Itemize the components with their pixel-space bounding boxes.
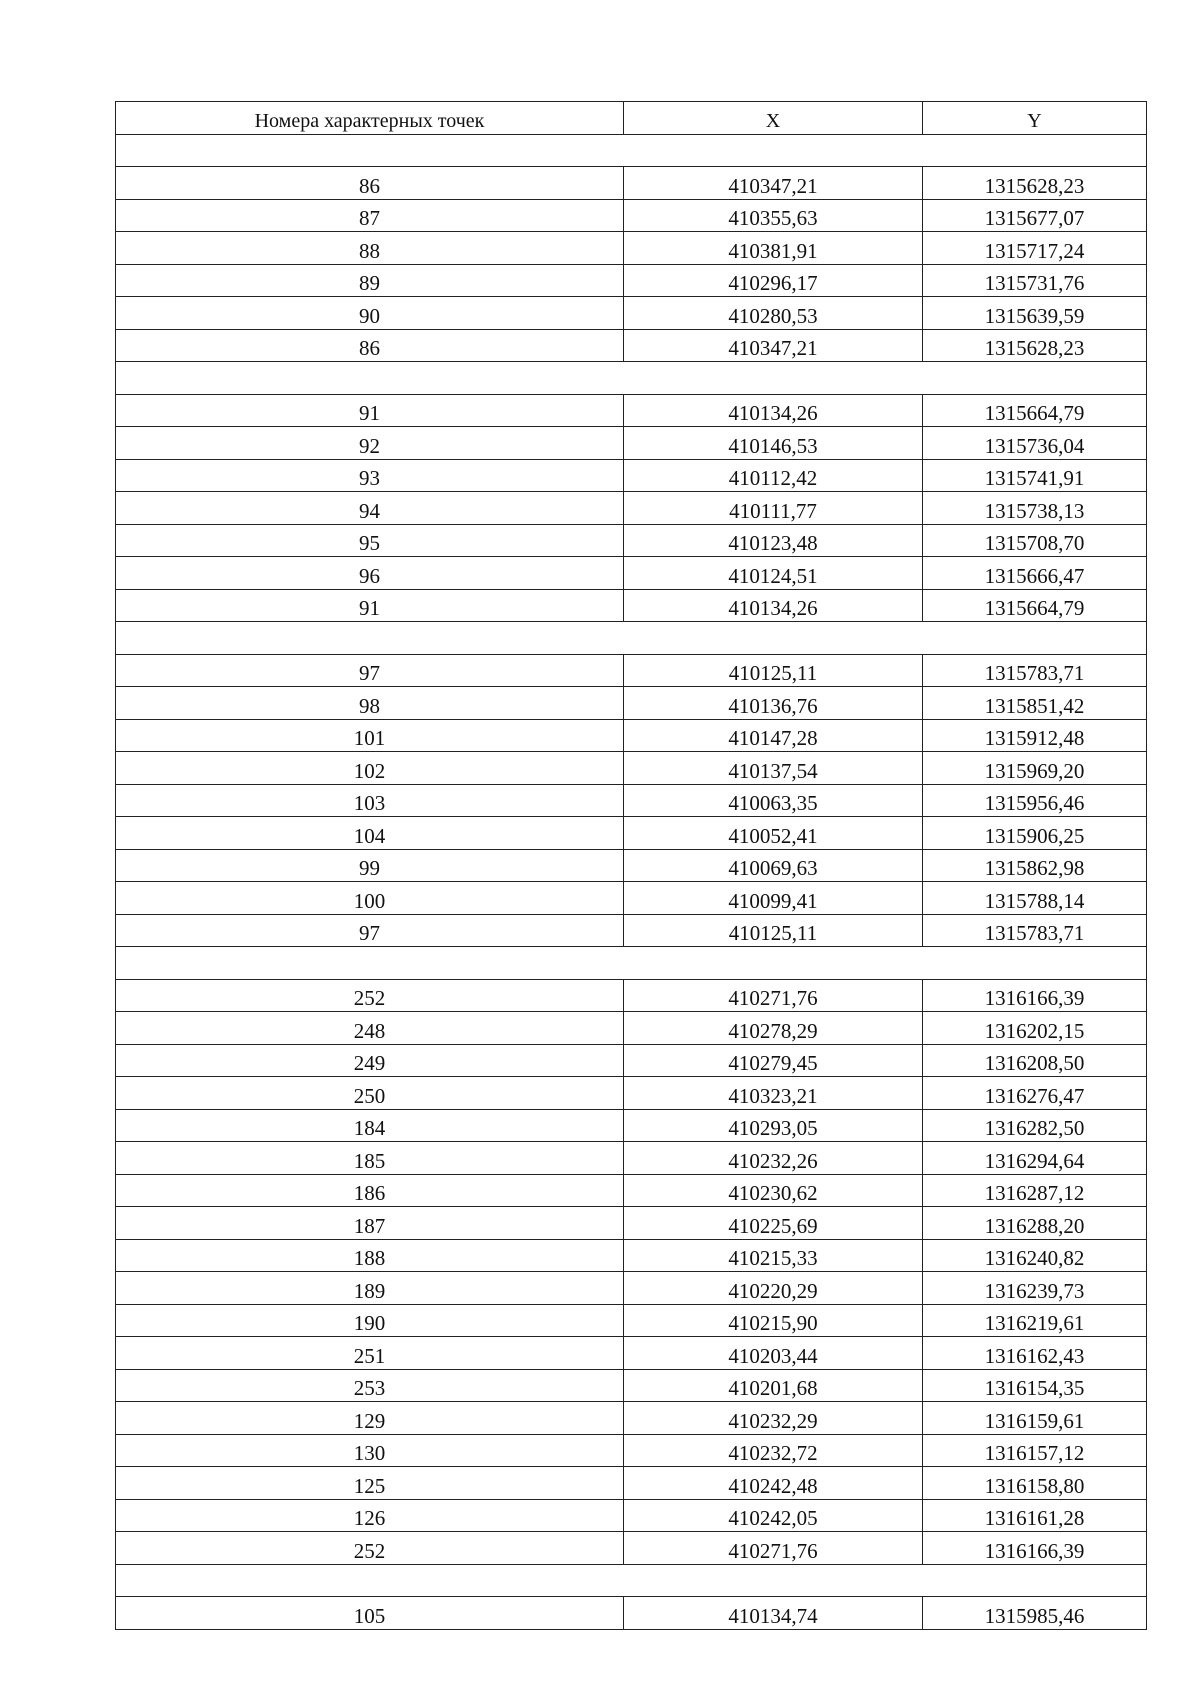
x-coordinate-cell: 410271,76 bbox=[624, 1532, 923, 1565]
y-coordinate-cell: 1316154,35 bbox=[923, 1369, 1147, 1402]
header-x: X bbox=[624, 102, 923, 135]
table-row bbox=[116, 167, 1147, 200]
point-number-cell: 186 bbox=[116, 1174, 624, 1207]
y-coordinate-cell: 1315969,20 bbox=[923, 752, 1147, 785]
group-separator-cell bbox=[116, 1564, 1147, 1597]
group-separator-cell bbox=[116, 622, 1147, 655]
point-number-cell: 86 bbox=[116, 329, 624, 362]
table-row bbox=[116, 1239, 1147, 1272]
y-coordinate-cell: 1316294,64 bbox=[923, 1142, 1147, 1175]
point-number-cell: 126 bbox=[116, 1499, 624, 1532]
point-number-cell: 101 bbox=[116, 719, 624, 752]
point-number-cell: 105 bbox=[116, 1597, 624, 1630]
point-number-cell: 130 bbox=[116, 1434, 624, 1467]
header-row bbox=[116, 102, 1147, 135]
table-row bbox=[116, 1597, 1147, 1630]
x-coordinate-cell: 410293,05 bbox=[624, 1109, 923, 1142]
group-separator-row bbox=[116, 1564, 1147, 1597]
table-row bbox=[116, 394, 1147, 427]
x-coordinate-cell: 410069,63 bbox=[624, 849, 923, 882]
y-coordinate-cell: 1316282,50 bbox=[923, 1109, 1147, 1142]
x-coordinate-cell: 410347,21 bbox=[624, 167, 923, 200]
table-row bbox=[116, 914, 1147, 947]
table-row bbox=[116, 1467, 1147, 1500]
table-row bbox=[116, 752, 1147, 785]
table-row bbox=[116, 654, 1147, 687]
x-coordinate-cell: 410201,68 bbox=[624, 1369, 923, 1402]
x-coordinate-cell: 410063,35 bbox=[624, 784, 923, 817]
point-number-cell: 92 bbox=[116, 427, 624, 460]
table-row bbox=[116, 687, 1147, 720]
y-coordinate-cell: 1316219,61 bbox=[923, 1304, 1147, 1337]
y-coordinate-cell: 1316161,28 bbox=[923, 1499, 1147, 1532]
table-row bbox=[116, 492, 1147, 525]
y-coordinate-cell: 1315851,42 bbox=[923, 687, 1147, 720]
header-point-number: Номера характерных точек bbox=[116, 102, 624, 135]
y-coordinate-cell: 1315862,98 bbox=[923, 849, 1147, 882]
x-coordinate-cell: 410278,29 bbox=[624, 1012, 923, 1045]
x-coordinate-cell: 410242,05 bbox=[624, 1499, 923, 1532]
table-row bbox=[116, 1337, 1147, 1370]
y-coordinate-cell: 1315741,91 bbox=[923, 459, 1147, 492]
x-coordinate-cell: 410232,72 bbox=[624, 1434, 923, 1467]
point-number-cell: 91 bbox=[116, 394, 624, 427]
x-coordinate-cell: 410271,76 bbox=[624, 979, 923, 1012]
y-coordinate-cell: 1315736,04 bbox=[923, 427, 1147, 460]
point-number-cell: 249 bbox=[116, 1044, 624, 1077]
table-row bbox=[116, 524, 1147, 557]
x-coordinate-cell: 410220,29 bbox=[624, 1272, 923, 1305]
group-separator-row bbox=[116, 134, 1147, 167]
y-coordinate-cell: 1315717,24 bbox=[923, 232, 1147, 265]
y-coordinate-cell: 1315783,71 bbox=[923, 654, 1147, 687]
y-coordinate-cell: 1315666,47 bbox=[923, 557, 1147, 590]
x-coordinate-cell: 410355,63 bbox=[624, 199, 923, 232]
group-separator-cell bbox=[116, 362, 1147, 395]
x-coordinate-cell: 410215,33 bbox=[624, 1239, 923, 1272]
point-number-cell: 93 bbox=[116, 459, 624, 492]
x-coordinate-cell: 410215,90 bbox=[624, 1304, 923, 1337]
y-coordinate-cell: 1316240,82 bbox=[923, 1239, 1147, 1272]
y-coordinate-cell: 1315664,79 bbox=[923, 589, 1147, 622]
point-number-cell: 125 bbox=[116, 1467, 624, 1500]
table-row bbox=[116, 1369, 1147, 1402]
x-coordinate-cell: 410111,77 bbox=[624, 492, 923, 525]
x-coordinate-cell: 410347,21 bbox=[624, 329, 923, 362]
y-coordinate-cell: 1315788,14 bbox=[923, 882, 1147, 915]
point-number-cell: 184 bbox=[116, 1109, 624, 1142]
table-header bbox=[116, 102, 1147, 135]
table-row bbox=[116, 1174, 1147, 1207]
point-number-cell: 102 bbox=[116, 752, 624, 785]
x-coordinate-cell: 410242,48 bbox=[624, 1467, 923, 1500]
table-row bbox=[116, 979, 1147, 1012]
point-number-cell: 86 bbox=[116, 167, 624, 200]
point-number-cell: 100 bbox=[116, 882, 624, 915]
y-coordinate-cell: 1316287,12 bbox=[923, 1174, 1147, 1207]
table-row bbox=[116, 1109, 1147, 1142]
table-row bbox=[116, 297, 1147, 330]
x-coordinate-cell: 410134,26 bbox=[624, 589, 923, 622]
y-coordinate-cell: 1315628,23 bbox=[923, 167, 1147, 200]
x-coordinate-cell: 410146,53 bbox=[624, 427, 923, 460]
x-coordinate-cell: 410136,76 bbox=[624, 687, 923, 720]
y-coordinate-cell: 1316166,39 bbox=[923, 979, 1147, 1012]
x-coordinate-cell: 410203,44 bbox=[624, 1337, 923, 1370]
table-row bbox=[116, 1012, 1147, 1045]
point-number-cell: 129 bbox=[116, 1402, 624, 1435]
group-separator-row bbox=[116, 622, 1147, 655]
point-number-cell: 185 bbox=[116, 1142, 624, 1175]
x-coordinate-cell: 410147,28 bbox=[624, 719, 923, 752]
y-coordinate-cell: 1315783,71 bbox=[923, 914, 1147, 947]
coordinates-table bbox=[115, 101, 1147, 1630]
table-row bbox=[116, 1304, 1147, 1337]
table-row bbox=[116, 1044, 1147, 1077]
x-coordinate-cell: 410232,26 bbox=[624, 1142, 923, 1175]
y-coordinate-cell: 1315731,76 bbox=[923, 264, 1147, 297]
y-coordinate-cell: 1315664,79 bbox=[923, 394, 1147, 427]
table-row bbox=[116, 719, 1147, 752]
y-coordinate-cell: 1316166,39 bbox=[923, 1532, 1147, 1565]
point-number-cell: 96 bbox=[116, 557, 624, 590]
table-row bbox=[116, 1434, 1147, 1467]
point-number-cell: 190 bbox=[116, 1304, 624, 1337]
x-coordinate-cell: 410232,29 bbox=[624, 1402, 923, 1435]
point-number-cell: 250 bbox=[116, 1077, 624, 1110]
y-coordinate-cell: 1315985,46 bbox=[923, 1597, 1147, 1630]
table-row bbox=[116, 589, 1147, 622]
point-number-cell: 97 bbox=[116, 914, 624, 947]
point-number-cell: 188 bbox=[116, 1239, 624, 1272]
y-coordinate-cell: 1315628,23 bbox=[923, 329, 1147, 362]
group-separator-cell bbox=[116, 947, 1147, 980]
point-number-cell: 103 bbox=[116, 784, 624, 817]
x-coordinate-cell: 410230,62 bbox=[624, 1174, 923, 1207]
point-number-cell: 89 bbox=[116, 264, 624, 297]
y-coordinate-cell: 1315639,59 bbox=[923, 297, 1147, 330]
y-coordinate-cell: 1316288,20 bbox=[923, 1207, 1147, 1240]
group-separator-row bbox=[116, 362, 1147, 395]
point-number-cell: 252 bbox=[116, 1532, 624, 1565]
point-number-cell: 104 bbox=[116, 817, 624, 850]
x-coordinate-cell: 410137,54 bbox=[624, 752, 923, 785]
table-row bbox=[116, 557, 1147, 590]
point-number-cell: 94 bbox=[116, 492, 624, 525]
point-number-cell: 97 bbox=[116, 654, 624, 687]
point-number-cell: 90 bbox=[116, 297, 624, 330]
x-coordinate-cell: 410134,26 bbox=[624, 394, 923, 427]
x-coordinate-cell: 410125,11 bbox=[624, 914, 923, 947]
point-number-cell: 91 bbox=[116, 589, 624, 622]
x-coordinate-cell: 410225,69 bbox=[624, 1207, 923, 1240]
x-coordinate-cell: 410125,11 bbox=[624, 654, 923, 687]
table-row bbox=[116, 1077, 1147, 1110]
x-coordinate-cell: 410134,74 bbox=[624, 1597, 923, 1630]
y-coordinate-cell: 1316276,47 bbox=[923, 1077, 1147, 1110]
table-row bbox=[116, 882, 1147, 915]
point-number-cell: 253 bbox=[116, 1369, 624, 1402]
x-coordinate-cell: 410052,41 bbox=[624, 817, 923, 850]
table-row bbox=[116, 1402, 1147, 1435]
y-coordinate-cell: 1315956,46 bbox=[923, 784, 1147, 817]
table-row bbox=[116, 849, 1147, 882]
x-coordinate-cell: 410123,48 bbox=[624, 524, 923, 557]
x-coordinate-cell: 410124,51 bbox=[624, 557, 923, 590]
point-number-cell: 248 bbox=[116, 1012, 624, 1045]
y-coordinate-cell: 1315906,25 bbox=[923, 817, 1147, 850]
table-body bbox=[116, 134, 1147, 1629]
table-row bbox=[116, 784, 1147, 817]
point-number-cell: 95 bbox=[116, 524, 624, 557]
table-row bbox=[116, 459, 1147, 492]
point-number-cell: 252 bbox=[116, 979, 624, 1012]
point-number-cell: 98 bbox=[116, 687, 624, 720]
table-row bbox=[116, 199, 1147, 232]
table-row bbox=[116, 1207, 1147, 1240]
point-number-cell: 88 bbox=[116, 232, 624, 265]
group-separator-row bbox=[116, 947, 1147, 980]
table-row bbox=[116, 1142, 1147, 1175]
y-coordinate-cell: 1316202,15 bbox=[923, 1012, 1147, 1045]
table-row bbox=[116, 1499, 1147, 1532]
x-coordinate-cell: 410296,17 bbox=[624, 264, 923, 297]
table-row bbox=[116, 1532, 1147, 1565]
point-number-cell: 187 bbox=[116, 1207, 624, 1240]
y-coordinate-cell: 1315738,13 bbox=[923, 492, 1147, 525]
y-coordinate-cell: 1316239,73 bbox=[923, 1272, 1147, 1305]
point-number-cell: 87 bbox=[116, 199, 624, 232]
group-separator-cell bbox=[116, 134, 1147, 167]
y-coordinate-cell: 1315677,07 bbox=[923, 199, 1147, 232]
point-number-cell: 251 bbox=[116, 1337, 624, 1370]
table-row bbox=[116, 329, 1147, 362]
y-coordinate-cell: 1316208,50 bbox=[923, 1044, 1147, 1077]
y-coordinate-cell: 1316158,80 bbox=[923, 1467, 1147, 1500]
point-number-cell: 99 bbox=[116, 849, 624, 882]
header-y: Y bbox=[923, 102, 1147, 135]
y-coordinate-cell: 1315708,70 bbox=[923, 524, 1147, 557]
x-coordinate-cell: 410280,53 bbox=[624, 297, 923, 330]
x-coordinate-cell: 410099,41 bbox=[624, 882, 923, 915]
table-row bbox=[116, 1272, 1147, 1305]
y-coordinate-cell: 1316162,43 bbox=[923, 1337, 1147, 1370]
x-coordinate-cell: 410279,45 bbox=[624, 1044, 923, 1077]
point-number-cell: 189 bbox=[116, 1272, 624, 1305]
x-coordinate-cell: 410112,42 bbox=[624, 459, 923, 492]
y-coordinate-cell: 1315912,48 bbox=[923, 719, 1147, 752]
table-row bbox=[116, 817, 1147, 850]
table-row bbox=[116, 264, 1147, 297]
table-row bbox=[116, 232, 1147, 265]
x-coordinate-cell: 410381,91 bbox=[624, 232, 923, 265]
y-coordinate-cell: 1316157,12 bbox=[923, 1434, 1147, 1467]
y-coordinate-cell: 1316159,61 bbox=[923, 1402, 1147, 1435]
table-row bbox=[116, 427, 1147, 460]
x-coordinate-cell: 410323,21 bbox=[624, 1077, 923, 1110]
